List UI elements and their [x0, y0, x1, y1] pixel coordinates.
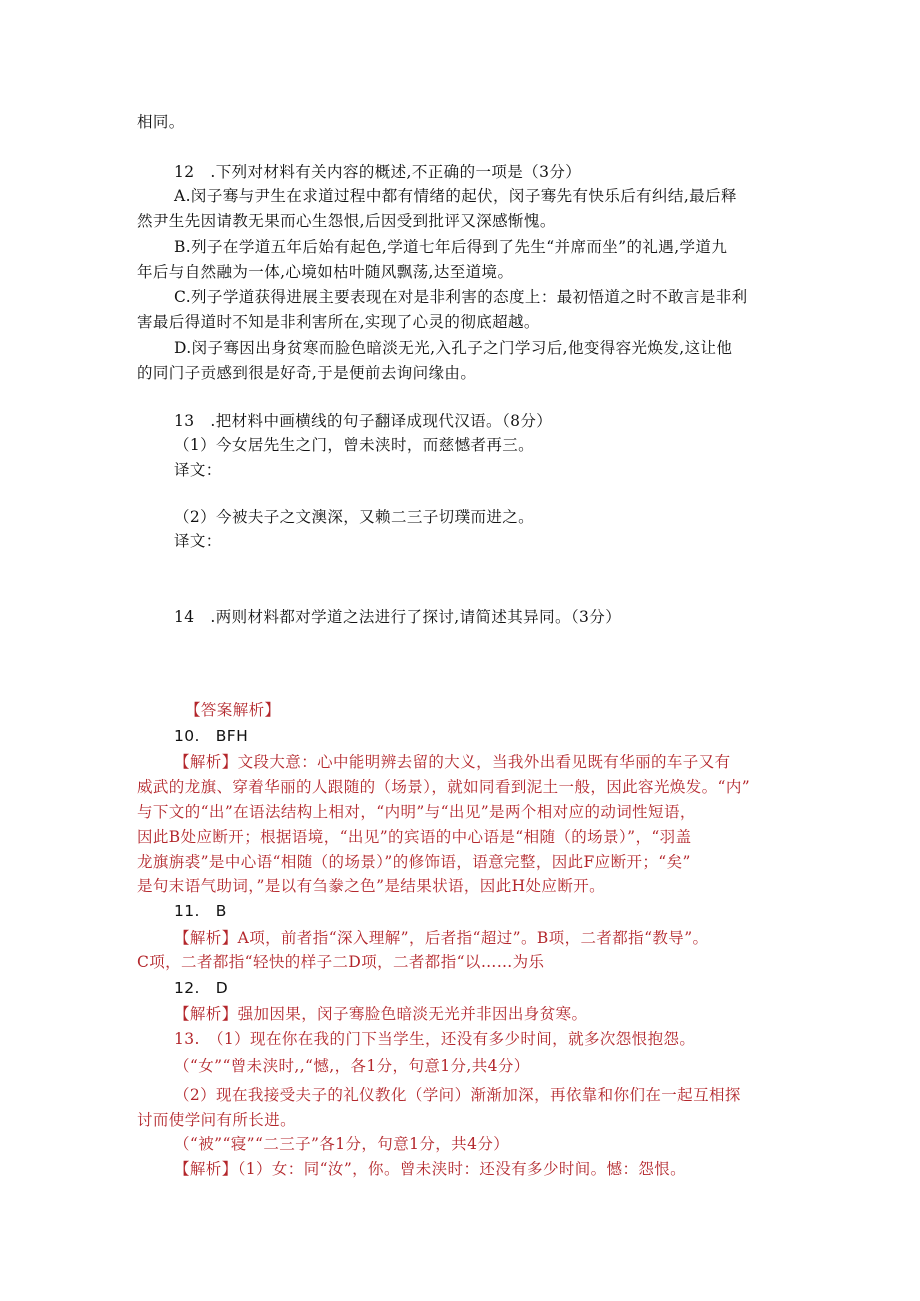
answer-10-analysis-line2: 威武的龙旗、穿着华丽的人跟随的（场景），就如同看到泥土一般，因此容光焕发。“内” [137, 778, 751, 796]
answer-13-translation-1: 13. （1）现在你在我的门下当学生，还没有多少时间，就多次怨恨抱怨。 [174, 1030, 696, 1048]
q12-option-a-line1: A.闵子骞与尹生在求道过程中都有情绪的起伏，闵子骞先有快乐后有纠结,最后释 [174, 187, 737, 205]
q12-option-d-line1: D.闵子骞因出身贫寒而脸色暗淡无光,入孔子之门学习后,他变得容光焕发,这让他 [174, 339, 733, 357]
q12-option-a-line2: 然尹生先因请教无果而心生怨恨,后因受到批评又深感惭愧。 [137, 212, 556, 230]
q13-translation-2-label: 译文： [174, 532, 222, 550]
answer-10-analysis-line3: 与下文的“出”在语法结构上相对，“内明”与“出见”是两个相对应的动词性短语， [137, 803, 696, 821]
answer-11-label: 11. B [174, 902, 227, 920]
answer-11-analysis-line2: C项，二者都指“轻快的样子二D项，二者都指“以……为乐 [137, 953, 545, 971]
answer-10-label: 10. BFH [174, 727, 249, 745]
answer-13-translation-2-line1: （2）现在我接受夫子的礼仪教化（学问）渐渐加深，再依靠和你们在一起互相探 [174, 1086, 741, 1104]
q12-option-c-line1: C.列子学道获得进展主要表现在对是非利害的态度上：最初悟道之时不敢言是非利 [174, 288, 748, 306]
answer-10-analysis-line4: 因此B处应断开；根据语境，“出见”的宾语的中心语是“相随（的场景）”，“羽盖 [137, 828, 692, 846]
q12-option-c-line2: 害最后得道时不知是非利害所在,实现了心灵的彻底超越。 [137, 313, 540, 331]
q12-stem: 12 .下列对材料有关内容的概述,不正确的一项是（3分） [174, 163, 582, 181]
answer-10-analysis-line6: 是句末语气助词，”是以有刍豢之色”是结果状语，因此H处应断开。 [137, 877, 606, 895]
q13-stem: 13 .把材料中画横线的句子翻译成现代汉语。（8分） [174, 412, 553, 430]
q12-option-d-line2: 的同门子贡感到很是好奇,于是便前去询问缘由。 [137, 364, 477, 382]
prev-answer-tail: 相同。 [137, 113, 185, 131]
q13-translation-1-label: 译文： [174, 461, 222, 479]
q14-stem: 14 .两则材料都对学道之法进行了探讨,请简述其异同。（3分） [174, 608, 622, 626]
answer-13-scoring-2: （“被”“寝”“二三子”各1分，句意1分，共4分） [174, 1135, 510, 1153]
q13-sentence-1: （1）今女居先生之门，曾未浃时，而慈憾者再三。 [174, 436, 535, 454]
answers-header: 【答案解析】 [185, 701, 281, 719]
answer-12-analysis: 【解析】强加因果，闵子骞脸色暗淡无光并非因出身贫寒。 [174, 1005, 588, 1023]
answer-12-label: 12. D [174, 979, 229, 997]
q12-option-b-line1: B.列子在学道五年后始有起色,学道七年后得到了先生“并席而坐”的礼遇,学道九 [174, 238, 728, 256]
answer-10-analysis-line5: 龙旗旃裘”是中心语“相随（的场景）”的修饰语，语意完整，因此F应断开；“矣” [137, 853, 691, 871]
answer-11-analysis-line1: 【解析】A项，前者指“深入理解”，后者指“超过”。B项，二者都指“教导”。 [174, 929, 709, 947]
q12-option-b-line2: 年后与自然融为一体,心境如枯叶随风飘荡,达至道境。 [137, 263, 514, 281]
answer-13-analysis: 【解析】（1）女：同“汝”，你。曾未浃时：还没有多少时间。憾：怨恨。 [174, 1160, 687, 1178]
q13-sentence-2: （2）今被夫子之文澳深，又赖二三子切璞而进之。 [174, 508, 535, 526]
answer-13-translation-2-line2: 讨而使学问有所长进。 [137, 1111, 297, 1129]
answer-13-scoring-1: （“女”“曾未浃时,,“憾,，各1分，句意1分,共4分） [174, 1057, 530, 1075]
answer-10-analysis-line1: 【解析】文段大意：心中能明辨去留的大义，当我外出看见既有华丽的车子又有 [174, 753, 731, 771]
